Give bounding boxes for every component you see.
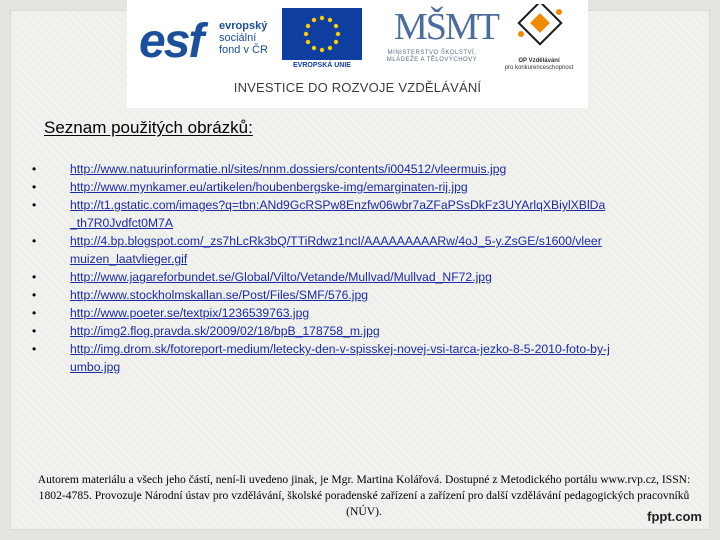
footer-credit: Autorem materiálu a všech jeho částí, není-li uvedeno jinak, je Mgr. Martina Kolářová. Dostupné z Metodického portálu www.rvp.cz, ISSN: 1802-4785. Provozuje Národní ústav pro vzdělávání, školské poradenské zařízení a zařízení pro další vzdělávání pedagogických pracovníků (NÚV). bbox=[37, 473, 691, 518]
fppt-watermark: fppt.com bbox=[647, 509, 702, 524]
logo-banner bbox=[127, 0, 588, 108]
esf-line2: sociální bbox=[219, 32, 257, 44]
link-url[interactable]: http://www.poeter.se/textpix/1236539763.jpg bbox=[70, 306, 310, 320]
op-logo bbox=[499, 4, 579, 76]
page-title: Seznam použitých obrázků: bbox=[44, 118, 253, 137]
msmt-mark: MŠMT bbox=[394, 6, 498, 48]
op-line2: pro konkurenceschopnost bbox=[504, 65, 574, 71]
link-url[interactable]: http://www.natuurinformatie.nl/sites/nnm.dossiers/contents/i004512/vleermuis.jpg bbox=[70, 162, 507, 176]
link-url[interactable]: http://img2.flog.pravda.sk/2009/02/18/bpB_178758_m.jpg bbox=[70, 324, 380, 338]
esf-text bbox=[219, 20, 268, 56]
msmt-logo bbox=[382, 6, 498, 72]
link-item[interactable] bbox=[10, 196, 610, 232]
eu-stars-icon bbox=[282, 8, 362, 60]
link-item[interactable] bbox=[10, 322, 610, 340]
links-list bbox=[10, 160, 710, 376]
msmt-text bbox=[382, 50, 482, 64]
eu-flag-icon bbox=[282, 8, 362, 60]
link-item[interactable] bbox=[10, 304, 610, 322]
link-item[interactable] bbox=[10, 286, 610, 304]
link-item[interactable] bbox=[10, 160, 610, 178]
msmt-line2: MLÁDEŽE A TĚLOVÝCHOVY bbox=[386, 57, 478, 63]
esf-mark: esf bbox=[139, 15, 203, 68]
link-item[interactable] bbox=[10, 268, 610, 286]
op-text bbox=[499, 58, 579, 72]
op-emblem-icon bbox=[499, 4, 579, 56]
link-url[interactable]: http://www.mynkamer.eu/artikelen/houbenbergske-img/emarginaten-rij.jpg bbox=[70, 180, 468, 194]
link-url[interactable]: http://www.stockholmskallan.se/Post/Files/SMF/576.jpg bbox=[70, 288, 369, 302]
eu-label: EVROPSKÁ UNIE bbox=[293, 62, 351, 69]
op-line1: OP Vzdělávání bbox=[518, 58, 560, 64]
banner-tagline: INVESTICE DO ROZVOJE VZDĚLÁVÁNÍ bbox=[233, 80, 482, 95]
link-url[interactable]: http://img.drom.sk/fotoreport-medium/letecky-den-v-spisskej-novej-vsi-tarca-jezko-8-5-2010-foto-by-jumbo.jpg bbox=[70, 342, 610, 374]
esf-line1: evropský bbox=[219, 20, 268, 32]
link-item[interactable] bbox=[10, 232, 610, 268]
esf-logo bbox=[139, 14, 269, 72]
link-item[interactable] bbox=[10, 340, 610, 376]
link-url[interactable]: http://4.bp.blogspot.com/_zs7hLcRk3bQ/TTiRdwz1ncI/AAAAAAAAARw/4oJ_5-y.ZsGE/s1600/vleermuizen_laatvlieger.gif bbox=[70, 234, 602, 266]
link-url[interactable]: http://www.jagareforbundet.se/Global/Vilto/Vetande/Mullvad/Mullvad_NF72.jpg bbox=[70, 270, 492, 284]
link-item[interactable] bbox=[10, 178, 610, 196]
link-url[interactable]: http://t1.gstatic.com/images?q=tbn:ANd9GcRSPw8Enzfw06wbr7aZFaPSsDkFz3UYArlqXBiylXBlDa_th7R0Jvdfct0M7A bbox=[70, 198, 606, 230]
msmt-line1: MINISTERSTVO ŠKOLSTVÍ, bbox=[387, 50, 477, 56]
eu-logo bbox=[282, 8, 362, 68]
esf-line3: fond v ČR bbox=[219, 44, 268, 56]
